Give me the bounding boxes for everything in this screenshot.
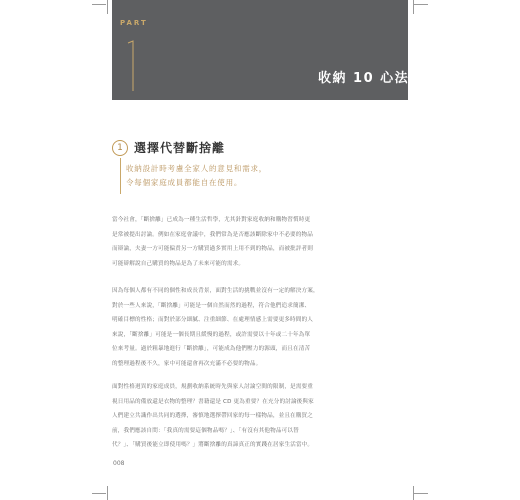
text-line: 明確目標的性格；而對於部分細膩、注重細節、在處理情感上需要更多時間的人 bbox=[112, 317, 314, 323]
crop-mark bbox=[414, 4, 428, 5]
chapter-title: 收納 10 心法 bbox=[318, 71, 410, 86]
page-number: 008 bbox=[113, 460, 125, 467]
text-line: 的整理過程後不久，家中可能還會再次充滿不必要的物品。 bbox=[112, 360, 262, 367]
lead-divider bbox=[120, 158, 121, 194]
text-line: 來說，「斷捨離」可能是一個長期且緩慢的過程，或許需要以十年或二十年為單 bbox=[112, 331, 311, 338]
crop-mark bbox=[414, 493, 428, 494]
crop-mark bbox=[413, 0, 414, 14]
text-line: 面對性格迥異的家庭成員，規劃收納系統時先與家人討論空間的限制，是需要重 bbox=[112, 384, 314, 390]
body-paragraph bbox=[112, 284, 412, 371]
section-number-badge: 1 bbox=[112, 140, 128, 156]
text-line: 人們建立共識作出共同的選擇，審慎地選擇帶回家的每一樣物品，並且在購買之 bbox=[112, 413, 314, 419]
crop-mark bbox=[107, 0, 108, 14]
lead-line: 令每個家庭成員都能自在使用。 bbox=[126, 178, 243, 187]
text-line: 代？」、「購買後能立即使用嗎？」將斷捨離的真諦真正的實踐在居家生活當中。 bbox=[112, 442, 314, 448]
text-line: 因為每個人都有不同的個性和成長背景，面對生活的挑戰並沒有一定的解決方案， bbox=[112, 288, 319, 294]
text-line: 位來考量。過於粗暴地進行「斷捨離」，可能成為他們壓力的源頭，而且在清苦 bbox=[112, 346, 311, 352]
part-number bbox=[124, 40, 138, 92]
crop-mark bbox=[92, 4, 106, 5]
text-line: 前，我們應該自問：「我真的需要這個物品嗎？」、「有沒有其他物品可以替 bbox=[112, 427, 299, 434]
section-title: 選擇代替斷捨離 bbox=[134, 141, 226, 155]
crop-mark bbox=[107, 486, 108, 500]
text-line: 可能辯解說自己購買的物品是為了未來可能的需求。 bbox=[112, 260, 245, 267]
body-paragraph bbox=[112, 213, 412, 271]
text-line: 而辯論，夫妻一方可能偏責另一方購買過多實用上用不到的物品，而被批評者則 bbox=[112, 246, 314, 252]
body-paragraph bbox=[112, 380, 412, 453]
text-line: 視日用品的備放還是衣物的整理？書籍還是 CD 更為重要？在充分的討論後與家 bbox=[112, 398, 314, 405]
text-line: 是常被提出討論。例如在家庭會議中，我們常為是否應該斷除家中不必要的物品 bbox=[112, 231, 314, 238]
lead-text bbox=[126, 162, 267, 190]
text-line: 對於一些人來說，「斷捨離」可能是一個自然而然的過程，符合他們追求簡潔、 bbox=[112, 302, 311, 309]
lead-line: 收納設計時考慮全家人的意見和需求， bbox=[126, 164, 268, 173]
text-line: 當今社會，「斷捨離」已成為一種生活哲學，尤其針對家庭收納和購物習慣時更 bbox=[112, 217, 311, 223]
crop-mark bbox=[92, 493, 106, 494]
part-label: PART bbox=[120, 19, 148, 27]
